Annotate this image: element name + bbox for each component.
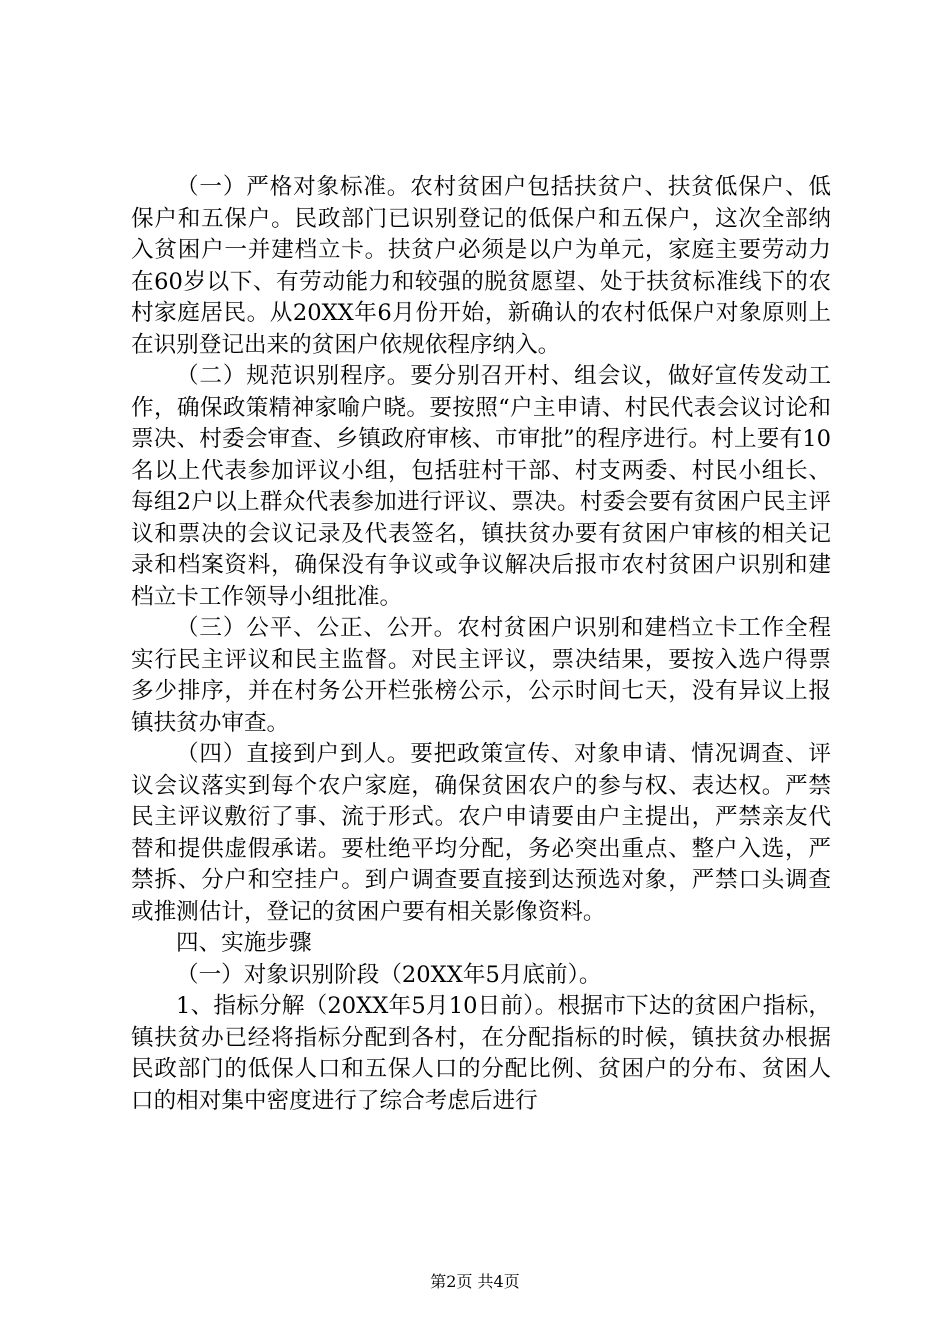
section-heading-implementation-steps: 四、实施步骤 xyxy=(176,930,312,956)
document-body xyxy=(131,172,831,1117)
paragraph-strict-criteria: （一）严格对象标准。农村贫困户包括扶贫户、扶贫低保户、低保户和五保户。民政部门已识别登记的低保户和五保户，这次全部纳入贫困户一并建档立卡。扶贫户必须是以户为单元，家庭主要劳动力在60岁以下、有劳动能力和较强的脱贫愿望、处于扶贫标准线下的农村家庭居民。从20XX年6月份开始，新确认的农村低保户对象原则上在识别登记出来的贫困户依规依程序纳入。 xyxy=(131,174,831,358)
paragraph-fairness: （三）公平、公正、公开。农村贫困户识别和建档立卡工作全程实行民主评议和民主监督。对民主评议，票决结果，要按入选户得票多少排序，并在村务公开栏张榜公示，公示时间七天，没有异议上报镇扶贫办审查。 xyxy=(131,615,831,736)
subheading-identification-stage: （一）对象识别阶段（20XX年5月底前）。 xyxy=(176,961,602,988)
page-footer: 第2页 共4页 xyxy=(430,1272,520,1291)
paragraph-quota-allocation: 1、指标分解（20XX年5月10日前）。根据市下达的贫困户指标，镇扶贫办已经将指标分配到各村，在分配指标的时候，镇扶贫办根据民政部门的低保人口和五保人口的分配比例、贫困户的分布、贫困人口的相对集中密度进行了综合考虑后进行 xyxy=(131,993,831,1114)
paragraph-identification-procedure: （二）规范识别程序。要分别召开村、组会议，做好宣传发动工作，确保政策精神家喻户晓。要按照“户主申请、村民代表会议讨论和票决、村委会审查、乡镇政府审核、市审批”的程序进行。村上要有10名以上代表参加评议小组，包括驻村干部、村支两委、村民小组长、每组2户以上群众代表参加进行评议、票决。村委会要有贫困户民主评议和票决的会议记录及代表签名，镇扶贫办要有贫困户审核的相关记录和档案资料，确保没有争议或争议解决后报市农村贫困户识别和建档立卡工作领导小组批准。 xyxy=(131,363,831,610)
paragraph-direct-to-household: （四）直接到户到人。要把政策宣传、对象申请、情况调查、评议会议落实到每个农户家庭，确保贫困农户的参与权、表达权。严禁民主评议敷衍了事、流于形式。农户申请要由户主提出，严禁亲友代替和提供虚假承诺。要杜绝平均分配，务必突出重点、整户入选，严禁拆、分户和空挂户。到户调查要直接到达预选对象，严禁口头调查或推测估计，登记的贫困户要有相关影像资料。 xyxy=(131,741,831,925)
